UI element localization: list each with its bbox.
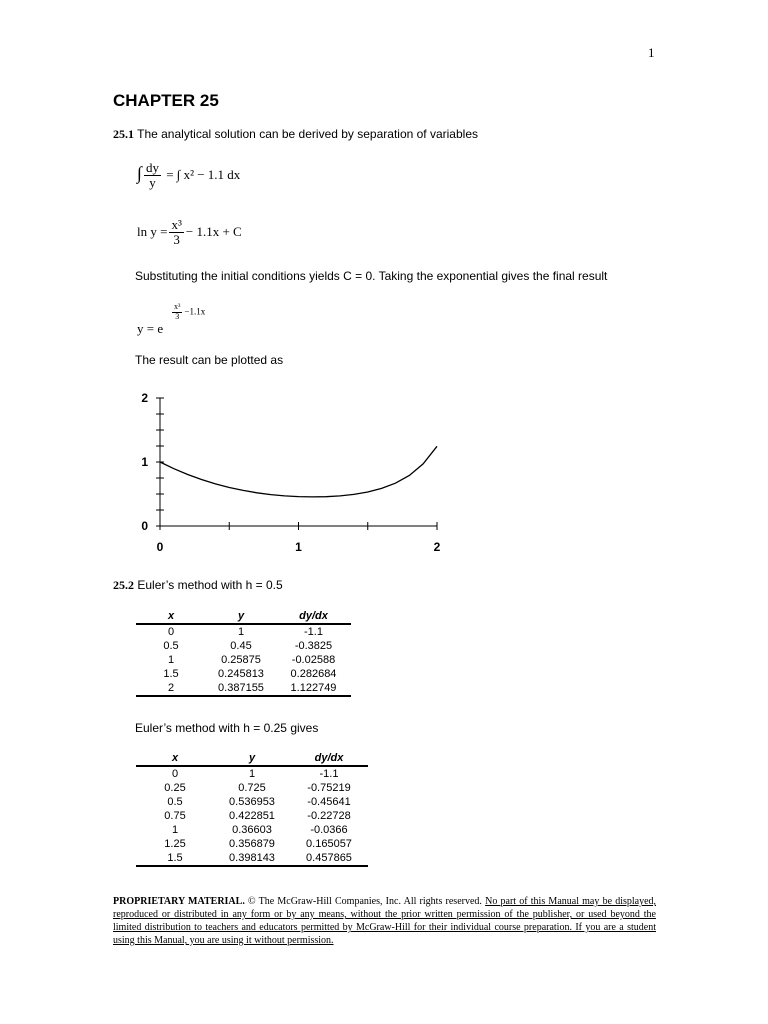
table-header: dy/dx [276, 609, 351, 624]
table-cell: -0.0366 [310, 824, 348, 836]
equation-rhs: = ∫ x² − 1.1 dx [166, 166, 241, 182]
problem-number: 25.1 [113, 127, 134, 141]
chapter-title: CHAPTER 25 [113, 91, 219, 110]
table-row [136, 667, 351, 681]
table-header: x [136, 751, 214, 766]
x-tick-label: 0 [156, 540, 164, 554]
x-tick-label: 2 [433, 540, 441, 554]
table-cell: 0.45 [230, 640, 252, 652]
table-cell: 1.25 [164, 838, 186, 850]
table-row [136, 781, 368, 795]
problem-text: The analytical solution can be derived by separation of variables [137, 127, 478, 141]
problem-text: Euler’s method with h = 0.5 [137, 578, 283, 592]
table-header: x [136, 609, 206, 624]
table2-intro: Euler’s method with h = 0.25 gives [135, 721, 319, 735]
table-row [136, 624, 351, 639]
table-cell: 0.725 [238, 782, 266, 794]
footer-bold: PROPRIETARY MATERIAL. [113, 896, 245, 907]
x-tick-label: 1 [295, 540, 302, 554]
page-number: 1 [648, 45, 655, 60]
y-tick-label: 0 [141, 519, 148, 533]
solution-curve [160, 446, 437, 497]
table-row [136, 809, 368, 823]
table-cell: 2 [136, 681, 206, 696]
table-cell: 1 [167, 654, 175, 666]
table-row [136, 851, 368, 866]
euler-table-h025 [136, 751, 368, 867]
problem-number: 25.2 [113, 578, 134, 592]
problem-25-2-intro [113, 578, 283, 593]
table-cell: 0.25 [164, 782, 186, 794]
table-cell: -0.02588 [291, 654, 336, 666]
substitution-text: Substituting the initial conditions yields C = 0. Taking the exponential gives the final result [135, 269, 608, 283]
y-tick-label: 1 [141, 455, 148, 469]
table-header-row [136, 609, 351, 624]
table-cell: 1.5 [163, 668, 179, 680]
table-cell: 0.5 [163, 640, 179, 652]
problem-25-1-intro [113, 127, 478, 142]
table-cell: -0.45641 [307, 796, 351, 808]
table-cell: -0.3825 [294, 640, 333, 652]
table-row [136, 653, 351, 667]
table-cell: 0.36603 [232, 824, 272, 836]
table-cell: -1.1 [304, 626, 323, 638]
footer-normal: © The McGraw-Hill Companies, Inc. All rights reserved. [248, 896, 482, 907]
document-page: 1 CHAPTER 25 25.1 The analytical solution can be derived by separation of variables ∫ $\frac{dy}{y}$ = ∫ x² − 1.1 dx ln y = $\frac{\text{x³}}{3}$ − 1.1x + C Substituting the initial conditions yields C = 0. Taking the exponential gives the final result y = e $\frac{\text{x³}}{3}$ −1.1x The result can be plotted as 0 1 2 0 1 2 25.2 Euler’s method with h = 0.5 x y dy/dx 0 1 -1.1 0.5 0.45 -0.3825 1 0.25875 -0.02588 1.5 0.245813 0.282684 2 0.387155 1.122749 Euler’s method with h = 0.25 gives x y dy/dx 0 1 -1.1 0.25 0.725 -0.75219 0.5 0.536953 -0.45641 0.75 0.422851 -0.22728 1 0.36603 -0.0366 1.25 0.356879 0.165057 1.5 0.398143 0.457865 PROPRIETARY MATERIAL. © The McGraw-Hill Companies, Inc. All rights reserved. No part of this Manual may be displayed, reproduced or distributed in any form or by any means, without the prior written permission of the publisher, or used beyond the limited distribution to teachers and educators permitted by McGraw-Hill for their individual course preparation. If you are a student using this Manual, you are using it without permission. [0, 0, 768, 1024]
table-row [136, 795, 368, 809]
footer-notice: No part of this Manual may be displayed, reproduced or distributed in any form or by any means, without the prior written permission of the publisher, or used beyond the limited distribution to teachers and educators permitted by McGraw-Hill for their individual course preparation. If you are a student using this Manual, you are using it without permission. [113, 896, 657, 946]
table-cell: 1.5 [136, 851, 214, 866]
table-cell: -0.75219 [307, 782, 351, 794]
table-cell: 1 [237, 626, 245, 638]
table-cell: 1.122749 [276, 681, 351, 696]
table-cell: 0.422851 [229, 810, 275, 822]
table-cell: 0 [171, 768, 179, 780]
equation-log: ln y = $\frac{\text{x³}}{3}$ − 1.1x + C [137, 217, 242, 248]
table-cell: 0 [167, 626, 175, 638]
equation-separation: ∫ $\frac{dy}{y}$ = ∫ x² − 1.1 dx [137, 160, 241, 191]
table-cell: 0.75 [164, 810, 186, 822]
table-cell: 0.398143 [214, 851, 290, 866]
table-cell: 0.536953 [229, 796, 275, 808]
table-cell: 1 [248, 768, 256, 780]
table-cell: 0.387155 [206, 681, 276, 696]
table-row [136, 823, 368, 837]
table-header: y [214, 751, 290, 766]
axis-tick-labels [141, 391, 440, 554]
table-row [136, 837, 368, 851]
table-cell: 0.245813 [218, 668, 264, 680]
table-row [136, 639, 351, 653]
y-tick-label: 2 [141, 391, 148, 405]
table-row [136, 681, 351, 696]
table-row [136, 766, 368, 781]
table-cell: -1.1 [319, 768, 339, 780]
table-cell: 0.5 [167, 796, 183, 808]
table-header: dy/dx [290, 751, 368, 766]
axis-ticks [156, 398, 437, 530]
euler-table-h05 [136, 609, 351, 697]
table-header: y [206, 609, 276, 624]
table-cell: 0.165057 [306, 838, 352, 850]
plot-intro: The result can be plotted as [135, 353, 284, 367]
table-cell: -0.22728 [307, 810, 351, 822]
table-cell: 0.25875 [221, 654, 261, 666]
table-cell: 0.282684 [290, 668, 337, 680]
copyright-footer [113, 895, 656, 947]
table-header-row [136, 751, 368, 766]
table-cell: 0.356879 [229, 838, 275, 850]
table-cell: 1 [171, 824, 179, 836]
solution-chart [130, 385, 450, 565]
table-cell: 0.457865 [290, 851, 368, 866]
